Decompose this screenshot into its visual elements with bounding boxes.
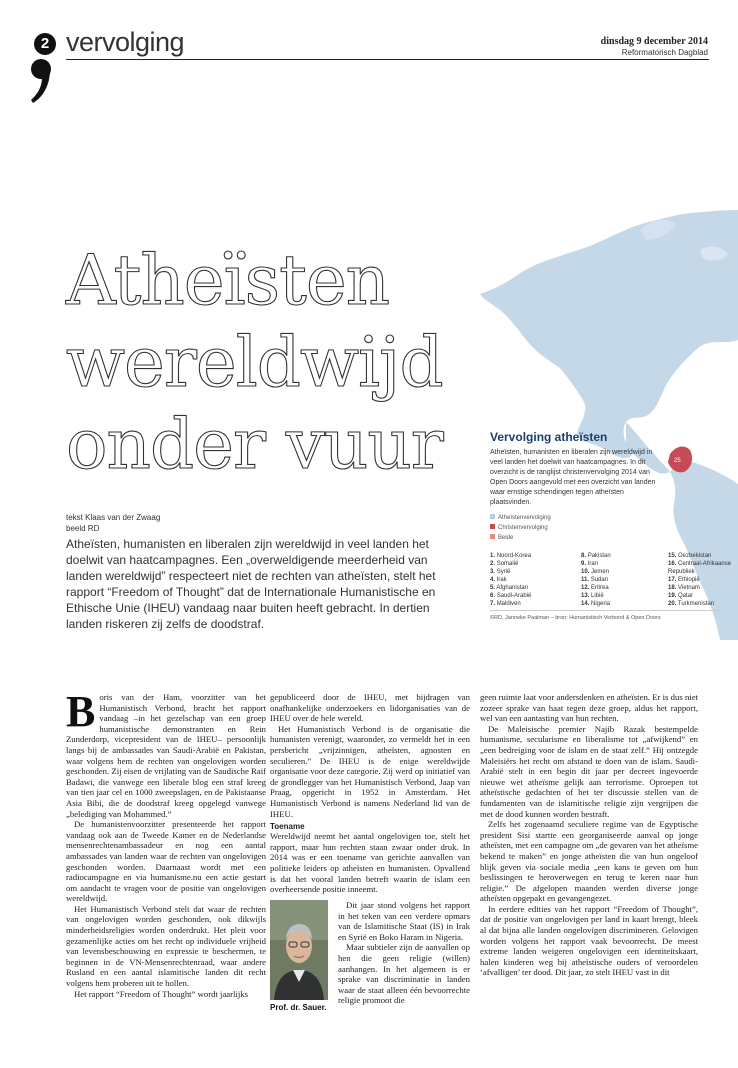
byline-image: beeld RD xyxy=(66,524,100,533)
country-rank: 3. xyxy=(490,569,496,575)
country-name: Qatar xyxy=(678,593,694,599)
country-name: Pakistan xyxy=(587,553,611,559)
header-divider xyxy=(66,59,709,60)
legend-swatch xyxy=(490,524,495,529)
country-name: Ethiopië xyxy=(678,577,700,583)
article-paragraph: Dit jaar stond volgens het rapport in het teken van een verdere opmars van de Islamitische Staat (IS) in Irak en Syrië en Boko Haram in Nigeria. xyxy=(338,900,470,942)
country-rank: 20. xyxy=(668,601,677,607)
country-rank: 6. xyxy=(490,593,496,599)
country-rank: 16. xyxy=(668,561,677,567)
country-rank: 4. xyxy=(490,577,496,583)
intro-paragraph: Atheïsten, humanisten en liberalen zijn wereldwijd in veel landen het doelwit van haatcampagnes. Een „overweldigende meerderheid van landen wereldwijd” respecteert niet de rechten van atheïsten, stelt het rapport “Freedom of Thought” dat de Internationale Humanistische en Ethische Unie (IHEU) vandaag naar buiten heeft gebracht. In dertien landen riskeren zij zelfs de doodstraf. xyxy=(66,537,436,631)
country-name: Turkmenistan xyxy=(677,601,715,607)
country-rank: 2. xyxy=(490,561,496,567)
country-rank: 17. xyxy=(668,577,677,583)
headline xyxy=(66,240,443,486)
country-list-item xyxy=(581,584,661,592)
country-list-item xyxy=(490,600,570,608)
photo-caption: Prof. dr. Sauer. xyxy=(270,1003,327,1012)
page-number: 2 xyxy=(34,33,56,55)
country-list-item xyxy=(490,584,570,592)
drop-cap: B xyxy=(66,687,96,736)
legend-item: Christenvervolging xyxy=(490,523,551,533)
country-name: Sudan xyxy=(590,577,609,583)
article-paragraph: De humanistenvoorzitter presenteerde het rapport vandaag ook aan de Tweede Kamer en de Nederlandse mensenrechtenambassadeur en nog een aantal ambassades van landen waar de rechten van ongelovigen geschonden worden. Daarnaast wordt met een radiocampagne en via humanisme.nu een actie gestart om aandacht te vragen voor de positie van ongelovigen wereldwijd. xyxy=(66,819,266,904)
country-name: Libië xyxy=(591,593,604,599)
headline-line-2: wereldwijd xyxy=(66,323,443,403)
country-rank: 10. xyxy=(581,569,590,575)
country-name: Irak xyxy=(496,577,507,583)
country-rank: 11. xyxy=(581,577,590,583)
country-list-item xyxy=(581,592,661,600)
article-paragraph: De Maleisische premier Najib Razak bestempelde humanisme, secularisme en liberalisme tot „afwijkend” en „een bedreiging voor de islam en de staat zelf.” Hij ontzegde Maleisiërs het recht om afstand te doen van de islam. Saudi-Arabië stelt in een begin dit jaar per decreet ingevoerde nieuwe wet atheïsme gelijk aan terrorisme. Oproepen tot atheïstische gedachten of het ter discussie stellen van de fundamenten van de islamitische religie zijn vergrijpen die met de dood kunnen worden bestraft. xyxy=(480,723,698,819)
country-rank: 14. xyxy=(581,601,590,607)
article-paragraph: Het rapport “Freedom of Thought” wordt jaarlijks xyxy=(74,988,249,999)
country-list-item xyxy=(668,576,738,584)
country-name: Jemen xyxy=(591,569,610,575)
country-list-item xyxy=(490,576,570,584)
infographic-legend xyxy=(490,513,551,543)
article-column-3 xyxy=(480,692,698,978)
country-list-item xyxy=(581,568,661,576)
country-rank: 18. xyxy=(668,585,677,591)
legend-swatch xyxy=(490,514,495,519)
country-name: Iran xyxy=(587,561,599,567)
country-name: Somalië xyxy=(496,561,519,567)
country-list-item xyxy=(668,600,738,608)
newspaper-name: Reformatorisch Dagblad xyxy=(621,48,708,57)
country-name: Maldiven xyxy=(496,601,521,607)
comma-ornament-icon xyxy=(30,56,52,104)
country-name: Afghanistan xyxy=(496,585,529,591)
country-name: Centraal-Afrikaanse Republiek xyxy=(668,561,732,575)
section-title: vervolging xyxy=(66,27,185,57)
country-name: Syrië xyxy=(496,569,511,575)
byline xyxy=(66,512,160,534)
article-paragraph: Maar subtieler zijn de aanvallen op hen die geen religie (willen) aanhangen. In het algemeen is er sprake van discriminatie in landen waar de staat alleen één bevoorrechte religie promoot die xyxy=(338,942,470,1006)
portrait-photo xyxy=(270,900,328,1000)
country-list-2 xyxy=(581,552,661,608)
country-name: Eritrea xyxy=(591,585,609,591)
country-list-item xyxy=(581,576,661,584)
headline-line-1: Atheïsten xyxy=(66,241,390,321)
legend-item: Atheïstenvervolging xyxy=(490,513,551,523)
article-paragraph: Het Humanistisch Verbond stelt dat waar de rechten van ongelovigen worden geschonden, ook dikwijls minderheidsreligies worden onderdrukt. Het pleit voor gezamenlijke acties om het recht op individuele vrijheid van levensbeschouwing en expressie te beschermen, te beginnen in de VN-Mensenrechtenraad, waar andere Rusland en een aantal islamitische landen dit recht volgens hem proberen uit te hollen. xyxy=(66,903,266,989)
country-list-item xyxy=(668,560,738,576)
country-name: Vietnam xyxy=(678,585,700,591)
country-list-item xyxy=(490,560,570,568)
country-name: Nigeria xyxy=(591,601,611,607)
article-paragraph: Zelfs het zogenaamd seculiere regime van de Egyptische president Sisi startte een georganiseerde aanval op jonge atheïsten, met een campagne om „de gevaren van het atheïsme bekend te maken” en jonge atheïsten die van hun ongeloof blijk geven via sociale media „een kans te geven om hun beslissingen te heroverwegen en terug te keren naar hun religie.” De afgelopen maanden werden diverse jonge atheïsten opgepakt en gevangengezet. xyxy=(480,819,698,904)
legend-swatch xyxy=(490,534,495,539)
country-rank: 13. xyxy=(581,593,590,599)
headline-line-3: onder vuur xyxy=(66,405,443,485)
article-paragraph: In eerdere edities van het rapport “Freedom of Thought”, dat de positie van ongelovigen per land in kaart brengt, bleek al dat bijna alle landen ongelovigen discrimineren. Gelovigen worden volgens het rapport vaak bevoorrecht. De meest extreme landen weigeren ongelovigen een identiteitskaart, halen kinderen weg bij atheïstische ouders of veroordelen ‘afvalligen’ ter dood. Dit jaar, zo stelt IHEU vast in dit xyxy=(480,903,698,978)
article-paragraph: oris van der Ham, voorzitter van het Humanistisch Verbond, bracht het rapport vandaag –in het gezelschap van een groep humanistische demonstranten en Rein Zunderdorp, vicepresident van de IHEU– persoonlijk langs bij de ambassades van Saudi-Arabië en Pakistan, waar volgens hem de rechten van ongelovigen worden geschonden. Zij eisen de vrijlating van de Saudische Raif Badawi, die vanwege een liberale blog een straf kreeg van tien jaar cel en 1000 zweepslagen, en de Pakistaanse Asia Bibi, die de doodstraf kreeg opgelegd vanwege „belediging van Mohammed.” xyxy=(66,692,266,819)
country-rank: 19. xyxy=(668,593,677,599)
country-list-item xyxy=(668,584,738,592)
article-column-2-narrow xyxy=(338,900,470,1006)
country-list-item xyxy=(490,552,570,560)
byline-text: tekst Klaas van der Zwaag xyxy=(66,513,161,522)
infographic-divider xyxy=(490,610,720,611)
country-rank: 9. xyxy=(581,561,587,567)
map-marker-label: 25 xyxy=(674,458,681,464)
country-rank: 8. xyxy=(581,553,587,559)
article-column-2 xyxy=(270,692,470,895)
article-paragraph: gepubliceerd door de IHEU, met bijdragen van onafhankelijke onderzoekers en lidorganisaties van de IHEU over de hele wereld. xyxy=(270,692,470,724)
article-paragraph: geen ruimte laat voor andersdenken en atheïsten. Er is dus niet zozeer sprake van haat tegen deze groep, aldus het rapport, wel van een aantasting van hun rechten. xyxy=(480,692,698,724)
country-name: Saudi-Arabië xyxy=(496,593,532,599)
article-paragraph: Het Humanistisch Verbond is de organisatie die humanisten verenigt, waaronder, zo vermeldt het in een persbericht „vrijzinnigen, atheïsten, agnosten en seculieren.” De IHEU is de enige wereldwijde organisatie voor deze categorie. Zij werd op initiatief van de grondlegger van het Humanistisch Verbond, Jaap van Praag, opgericht in 1952 in Amsterdam. Het Humanistisch Verbond is namens Nederland lid van de IHEU. xyxy=(270,723,470,819)
country-list-item xyxy=(581,552,661,560)
country-name: Oezbekistan xyxy=(678,553,712,559)
country-rank: 1. xyxy=(490,553,496,559)
article-paragraph: Wereldwijd neemt het aantal ongelovigen toe, stelt het rapport, maar hun rechten staan zwaar onder druk. In 2014 was er een toename van gerichte aanvallen van politieke leiders op atheïsten en humanisten. Opvallend is dat het vooral landen betreft waarin de islam een overheersende positie inneemt. xyxy=(270,831,470,895)
country-list-1 xyxy=(490,552,570,608)
infographic-title: Vervolging atheïsten xyxy=(490,430,608,444)
country-list-item xyxy=(581,600,661,608)
country-rank: 5. xyxy=(490,585,496,591)
issue-date: dinsdag 9 december 2014 xyxy=(600,36,708,47)
country-rank: 7. xyxy=(490,601,496,607)
country-list-item xyxy=(581,560,661,568)
article-column-1 xyxy=(66,687,266,999)
subheading: Toename xyxy=(270,822,305,832)
country-rank: 15. xyxy=(668,553,677,559)
country-list-item xyxy=(490,568,570,576)
country-list-item xyxy=(490,592,570,600)
infographic-text: Atheïsten, humanisten en liberalen zijn wereldwijd in veel landen het doelwit van haatcampagnes. In dit overzicht is de ranglijst christenvervolging 2014 van Open Doors aangevuld met een overzicht van landen waar ernstige schendingen tegen atheïsten plaatsvinden. xyxy=(490,449,656,506)
country-rank: 12. xyxy=(581,585,590,591)
legend-item: Beide xyxy=(490,533,551,543)
country-list-3 xyxy=(668,552,738,608)
country-list-item xyxy=(668,592,738,600)
infographic-credit: ©RD, Janneke Paalman – bron: Humanistisch Verbond & Open Doors xyxy=(490,615,661,621)
country-name: Noord-Korea xyxy=(496,553,532,559)
country-list-item xyxy=(668,552,738,560)
